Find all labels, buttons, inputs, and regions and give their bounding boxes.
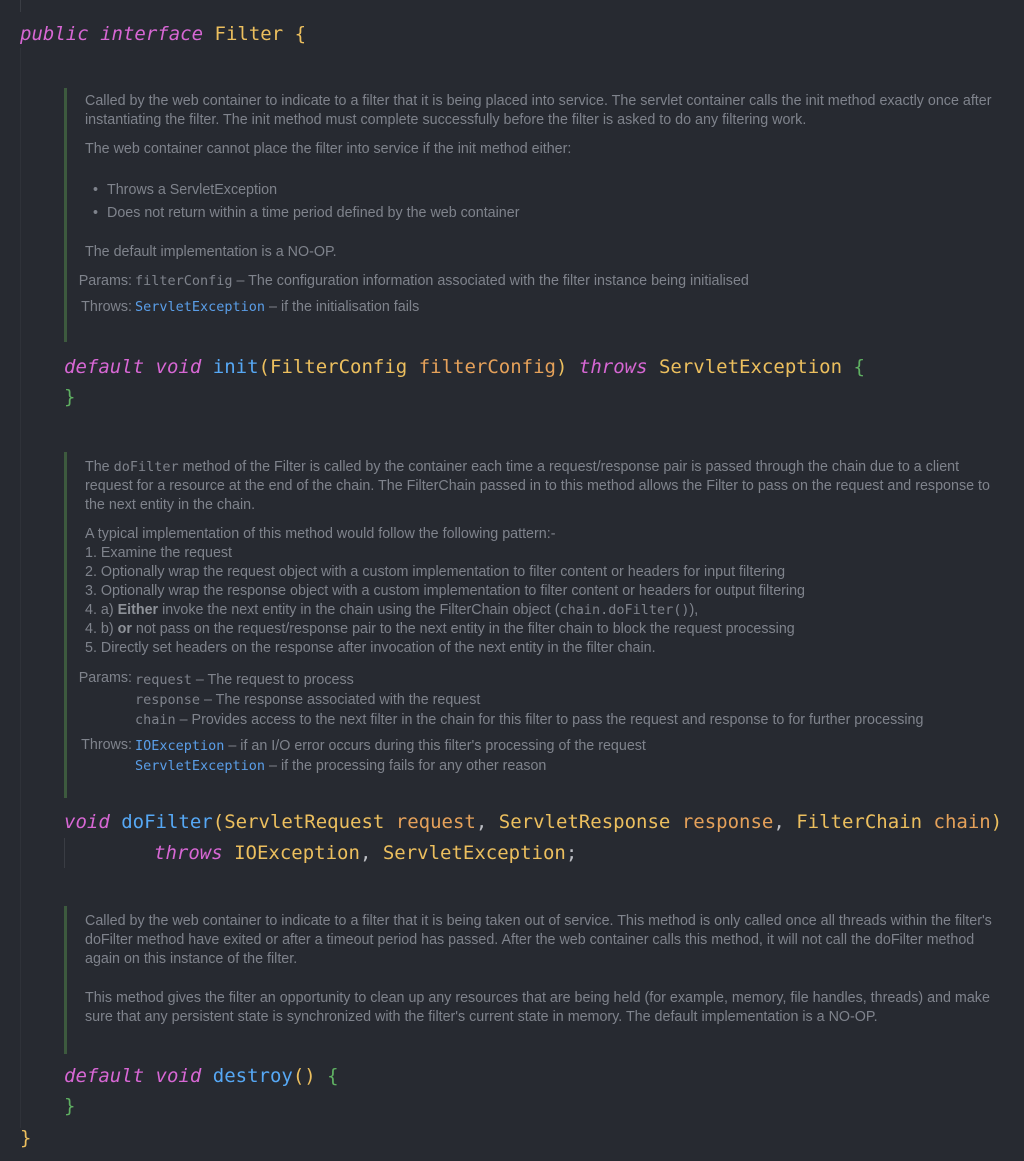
- param-description: – The configuration information associated with the filter instance being initialised: [232, 273, 749, 289]
- class-close-brace-line: [20, 1126, 31, 1150]
- destroy-doc-paragraph-1: Called by the web container to indicate to a filter that it is being taken out of service. This method is only called once all threads within the filter's doFilter method have exited or after a timeout period has passed. After the web container calls this method, it will not call the doFilter method again on this instance of the filter.: [85, 913, 992, 967]
- init-doc-params: [78, 272, 997, 291]
- init-doc-paragraph-3: The default implementation is a NO-OP.: [85, 244, 337, 260]
- param-row-request: request – The request to process: [135, 672, 354, 688]
- dofilter-doc-step-2: 2. Optionally wrap the request object with a custom implementation to filter content or headers for input filtering: [85, 564, 786, 580]
- type-servlet-exception[interactable]: ServletException: [658, 356, 843, 378]
- init-doc-paragraph-2: The web container cannot place the filter into service if the init method either:: [85, 141, 572, 157]
- dofilter-doc-step-1: 1. Examine the request: [85, 545, 233, 561]
- paren: (): [292, 1065, 316, 1087]
- throws-link-ioexception[interactable]: IOException: [135, 738, 225, 754]
- keyword-default: default: [64, 356, 145, 378]
- paren: (: [258, 356, 270, 378]
- dofilter-doc-step-3: 3. Optionally wrap the response object with a custom implementation to filter content or headers for output filtering: [85, 583, 805, 599]
- dofilter-doc-step-5: 5. Directly set headers on the response after invocation of the next entity in the filter chain.: [85, 640, 656, 656]
- method-close-brace: }: [64, 386, 76, 408]
- param-name: request: [135, 672, 192, 688]
- keyword-void: void: [64, 811, 110, 833]
- dofilter-doc-step-4a: 4. a) Either invoke the next entity in the chain using the FilterChain object (chain.doFilter()),: [85, 602, 699, 618]
- keyword-public: public: [20, 23, 89, 45]
- class-open-brace: {: [294, 23, 307, 45]
- type-filterconfig[interactable]: FilterConfig: [269, 356, 408, 378]
- destroy-javadoc[interactable]: [64, 906, 997, 1054]
- init-method-signature: [64, 355, 865, 379]
- indent-guide-top: [20, 0, 21, 12]
- inline-code: doFilter: [113, 459, 179, 475]
- semicolon: ;: [565, 842, 578, 864]
- type-ioexception[interactable]: IOException: [234, 842, 360, 864]
- params-label: Params:: [78, 273, 132, 289]
- method-open-brace: {: [853, 356, 865, 378]
- throws-label: Throws:: [81, 737, 132, 753]
- type-filter-chain[interactable]: FilterChain: [796, 811, 923, 833]
- interface-name[interactable]: Filter: [214, 23, 284, 45]
- dofilter-doc-step-4b: 4. b) or not pass on the request/response pair to the next entity in the filter chain to block the request processing: [85, 621, 795, 637]
- init-doc-bullet-list: [85, 181, 997, 223]
- keyword-default: default: [64, 1065, 145, 1087]
- throws-label: Throws:: [81, 299, 132, 315]
- throws-link-servlet-exception[interactable]: ServletException: [135, 758, 266, 774]
- param-name: chain: [135, 712, 176, 728]
- dofilter-method-signature: void doFilter(ServletRequest request, ServletResponse response, FilterChain chain): [64, 811, 1003, 833]
- destroy-method-signature: [64, 1064, 339, 1088]
- throws-link-servlet-exception[interactable]: ServletException: [135, 299, 266, 315]
- param-request: request: [395, 811, 476, 833]
- destroy-doc-paragraph-2: This method gives the filter an opportunity to clean up any resources that are being held (for example, memory, file handles, threads) and make sure that any persistent state is synchronized with the filter's current state in memory. The default implementation is a NO-OP.: [85, 990, 990, 1025]
- dofilter-doc-paragraph-1: The doFilter method of the Filter is called by the container each time a request/response pair is passed through the chain due to a client request for a resource at the end of the chain. The FilterChain passed in to this method allows the Filter to pass on the request and response to the next entity in the chain.: [85, 459, 990, 513]
- method-name-init[interactable]: init: [212, 356, 259, 378]
- list-item: • Throws a ServletException: [85, 181, 997, 200]
- throws-row-servletexception: ServletException – if the processing fails for any other reason: [135, 758, 547, 774]
- destroy-close-brace-line: [64, 1094, 75, 1118]
- param-chain: chain: [933, 811, 991, 833]
- keyword-void: void: [155, 1065, 202, 1087]
- init-doc-paragraph-1: Called by the web container to indicate to a filter that it is being placed into service. The servlet container calls the init method exactly once after instantiating the filter. The init method must complete successfully before the filter is asked to do any filtering work.: [85, 93, 992, 128]
- dofilter-doc-params: [78, 669, 997, 730]
- indent-guide-class: [20, 48, 21, 1128]
- keyword-interface: interface: [100, 23, 204, 45]
- paren: ): [555, 356, 568, 378]
- method-name-destroy[interactable]: destroy: [212, 1065, 293, 1087]
- keyword-throws: throws: [578, 356, 648, 378]
- param-name: response: [135, 692, 201, 708]
- init-close-brace-line: [64, 385, 75, 409]
- paren: (: [212, 811, 225, 833]
- param-name: filterConfig: [135, 273, 233, 289]
- paren: ): [990, 811, 1003, 833]
- type-servlet-exception[interactable]: ServletException: [382, 842, 566, 864]
- list-item: • Does not return within a time period defined by the web container: [85, 204, 997, 223]
- dofilter-javadoc[interactable]: [64, 452, 997, 798]
- method-open-brace: {: [327, 1065, 339, 1087]
- inline-code: chain.doFilter(): [559, 602, 690, 618]
- type-servlet-response[interactable]: ServletResponse: [498, 811, 671, 833]
- dofilter-doc-throws: [81, 736, 997, 776]
- params-label: Params:: [78, 670, 132, 686]
- param-row-response: response – The response associated with the request: [135, 692, 481, 708]
- init-doc-throws: [81, 298, 997, 317]
- param-response: response: [681, 811, 774, 833]
- dofilter-doc-paragraph-2: A typical implementation of this method would follow the following pattern:-: [85, 526, 556, 542]
- throws-row-ioexception: IOException – if an I/O error occurs during this filter's processing of the request: [135, 738, 646, 754]
- class-close-brace: }: [20, 1127, 32, 1149]
- interface-declaration: [20, 22, 306, 46]
- init-javadoc[interactable]: [64, 88, 997, 342]
- keyword-throws: throws: [154, 842, 223, 864]
- param-row-chain: chain – Provides access to the next filter in the chain for this filter to pass the request and response to for further processing: [135, 712, 924, 728]
- keyword-void: void: [155, 356, 202, 378]
- method-name-dofilter[interactable]: doFilter: [121, 811, 213, 833]
- type-servlet-request[interactable]: ServletRequest: [224, 811, 385, 833]
- indent-guide-dofilter: [64, 838, 65, 868]
- throws-description: – if the initialisation fails: [265, 299, 420, 315]
- param-filterconfig: filterConfig: [418, 356, 556, 378]
- method-close-brace: }: [64, 1095, 76, 1117]
- dofilter-throws-line: throws IOException, ServletException;: [154, 842, 578, 864]
